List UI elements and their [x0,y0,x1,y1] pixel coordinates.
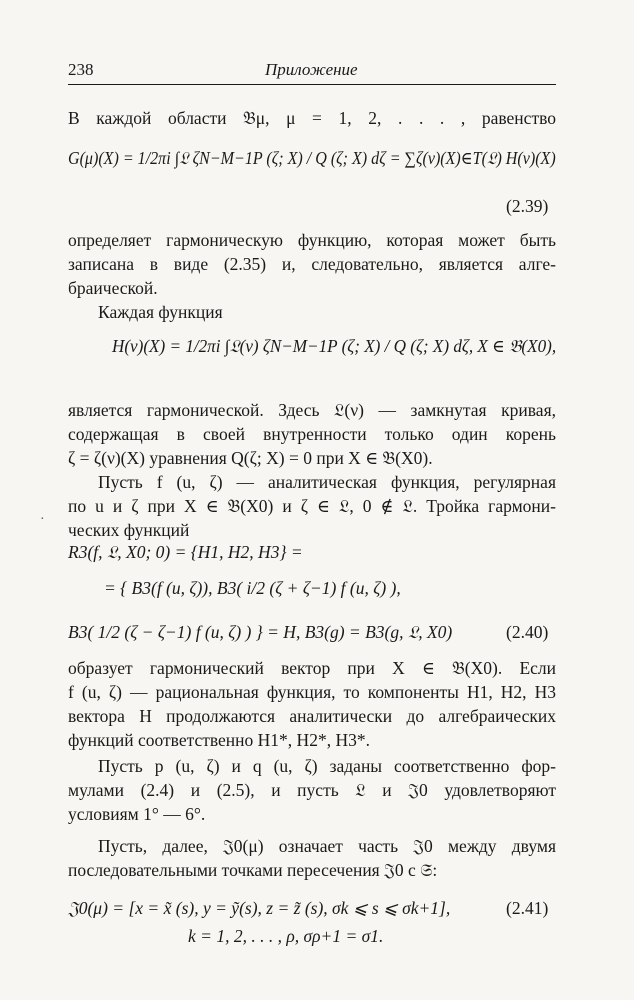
paragraph-line: мулами (2.4) и (2.5), и пусть 𝔏 и 𝔍0 удовлетворяют [68,780,556,800]
equation-2-40-line3: B3( 1/2 (ζ − ζ−1) f (u, ζ) ) } = H, B3(g) = B3(g, 𝔏, X0) [68,622,453,642]
paragraph-line: Пусть p (u, ζ) и q (u, ζ) заданы соответственно фор- [98,756,556,776]
paragraph-line: условиям 1° — 6°. [68,804,206,824]
paragraph-line: функций соответственно H1*, H2*, H3*. [68,730,370,750]
running-title: Приложение [265,60,358,79]
paragraph-line: Пусть, далее, 𝔍0(μ) означает часть 𝔍0 между двумя [98,836,556,856]
paragraph-line: вектора H продолжаются аналитически до алгебраических [68,706,556,726]
paragraph-line: Пусть f (u, ζ) — аналитическая функция, регулярная [98,472,556,492]
equation-number-2-39: (2.39) [506,196,549,216]
equation-h-nu: H(ν)(X) = 1/2πi ∫𝔏(ν) ζN−M−1P (ζ; X) / Q (ζ; X) dζ, X ∈ 𝔅(X0), [112,336,557,356]
paragraph-line: ζ = ζ(ν)(X) уравнения Q(ζ; X) = 0 при X ∈ 𝔅(X0). [68,448,433,468]
paragraph-line: записана в виде (2.35) и, следовательно, является алге- [68,254,556,274]
equation-2-40-line2: = { B3(f (u, ζ)), B3( i/2 (ζ + ζ−1) f (u, ζ) ), [104,578,401,598]
equation-number-2-41: (2.41) [506,898,549,918]
paragraph-line: последовательными точками пересечения 𝔍0 с 𝔖: [68,860,438,880]
equation-2-41-line2: k = 1, 2, . . . , ρ, σρ+1 = σ1. [188,926,384,946]
paragraph-line: определяет гармоническую функцию, которая может быть [68,230,556,250]
paragraph-line: В каждой области 𝔅μ, μ = 1, 2, . . . , равенство [68,108,556,128]
paragraph-line: браической. [68,278,158,298]
paragraph-line: f (u, ζ) — рациональная функция, то компоненты H1, H2, H3 [68,682,556,702]
equation-2-39: G(μ)(X) = 1/2πi ∫𝔏 ζN−M−1P (ζ; X) / Q (ζ; X) dζ = ∑ζ(ν)(X)∈T(𝔏) H(ν)(X) [68,148,556,168]
page-number: 238 [68,60,94,79]
header-rule [68,84,556,85]
paragraph-line: Каждая функция [98,302,223,322]
paragraph-line: по u и ζ при X ∈ 𝔅(X0) и ζ ∈ 𝔏, 0 ∉ 𝔏. Тройка гармони- [68,496,556,516]
paragraph-line: содержащая в своей внутренности только один корень [68,424,556,444]
equation-2-41-line1: 𝔍0(μ) = [x = x̃ (s), y = ỹ(s), z = z̃ (s), σk ⩽ s ⩽ σk+1], [68,898,451,918]
paragraph-line: образует гармонический вектор при X ∈ 𝔅(X0). Если [68,658,556,678]
paragraph-line: является гармонической. Здесь 𝔏(ν) — замкнутая кривая, [68,400,556,420]
paragraph-line: ческих функций [68,520,190,540]
equation-number-2-40: (2.40) [506,622,549,642]
equation-2-40-line1: R3(f, 𝔏, X0; 0) = {H1, H2, H3} = [68,542,303,562]
print-speck: · [40,512,45,527]
